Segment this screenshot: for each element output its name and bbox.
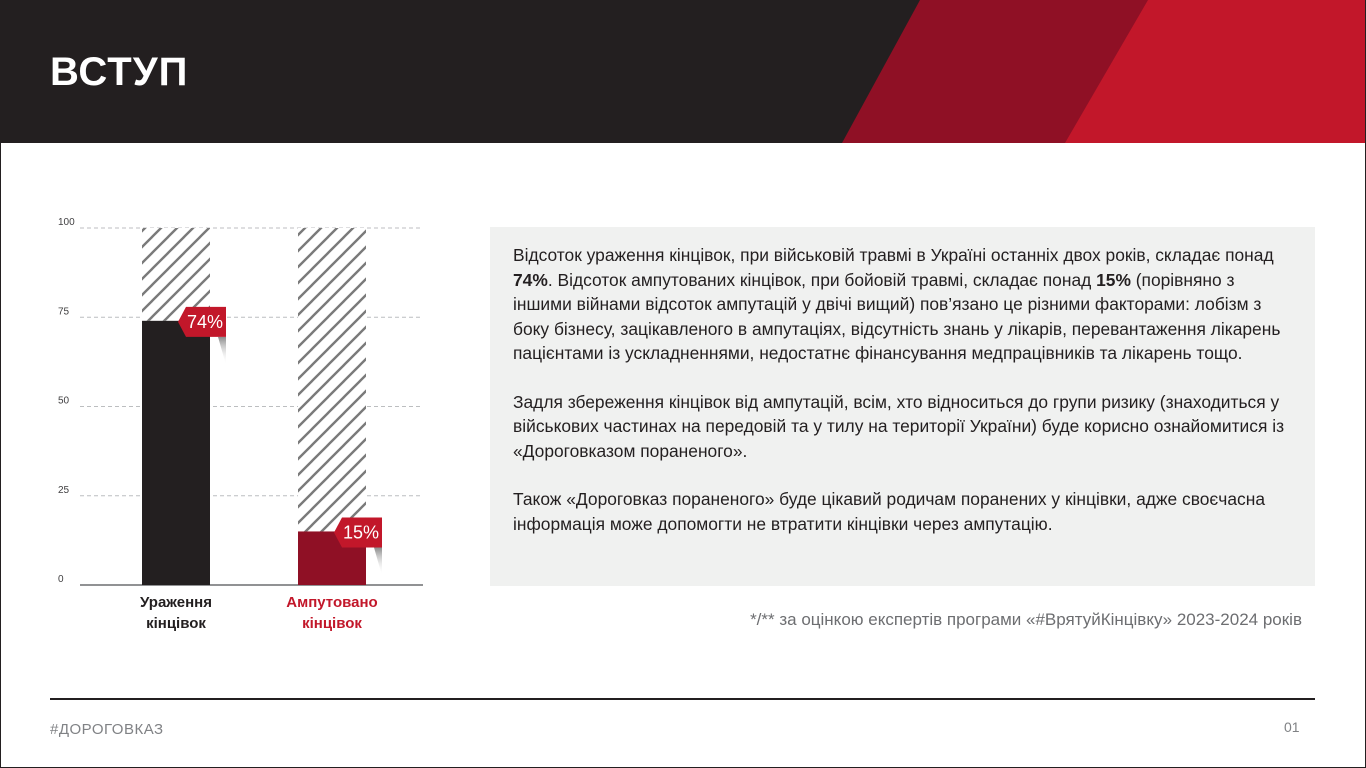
paragraph-1 [513, 243, 1293, 366]
data-label: 15% [342, 522, 380, 543]
paragraph-text: (порівняно з іншими війнами відсоток ампутацій у двічі вищий) пов’язано це різними факторами: лобізм з боку бізнесу, зацікавленого в ампутаціях, відсутність знань у лікарів, перевантаження лікарень пацієнтами із ускладненнями, недостатнє фінансування медпрацівників та лікарень тощо. [513, 269, 1281, 363]
value-tag-shadow [218, 337, 226, 365]
highlight-value: 74% [513, 269, 548, 290]
page-title: ВСТУП [50, 50, 189, 94]
paragraph-2 [513, 390, 1293, 464]
header-decorative-bands [0, 0, 1366, 143]
value-tag-shadow [374, 547, 382, 575]
y-tick-label: 50 [58, 395, 70, 407]
bar-chart [40, 205, 460, 595]
paragraph-text: Задля збереження кінцівок від ампутацій, всім, хто відноситься до групи ризику (знаходиться у військових частинах на передовій та у тилу на території України) буде корисно ознайомитися із «Дороговказом пораненого». [513, 391, 1285, 461]
y-tick-label: 75 [58, 306, 70, 318]
header-banner [0, 0, 1366, 143]
x-category-label [106, 592, 246, 634]
description-panel [490, 227, 1315, 586]
x-category-label-line: Ураження [140, 594, 212, 611]
paragraph-text: . Відсоток ампутованих кінцівок, при бойовій травмі, складає понад [547, 269, 1097, 290]
highlight-value: 15% [1096, 269, 1131, 290]
x-category-label-line: кінцівок [302, 615, 362, 632]
x-category-label [262, 592, 402, 634]
paragraph-text: Відсоток ураження кінцівок, при військовій травмі в Україні останніх двох років, складає понад [513, 245, 1274, 265]
page-number: 01 [1284, 719, 1300, 735]
footer-hashtag: #ДОРОГОВКАЗ [50, 721, 164, 738]
y-tick-label: 100 [58, 217, 75, 228]
footnote: */** за оцінкою експертів програми «#ВрятуйКінцівку» 2023-2024 років [750, 610, 1302, 629]
y-tick-label: 0 [58, 574, 64, 585]
paragraph-3 [513, 487, 1293, 536]
data-label: 74% [186, 311, 224, 332]
y-tick-label: 25 [58, 484, 70, 496]
paragraph-text: Також «Дороговказ пораненого» буде цікавий родичам поранених у кінцівки, адже своєчасна інформація може допомогти не втратити кінцівки через ампутацію. [513, 489, 1266, 534]
footer-divider [50, 698, 1315, 700]
bar-remainder-hatch [298, 228, 366, 531]
x-category-label-line: Ампутовано [286, 594, 378, 611]
bar [142, 321, 210, 585]
x-category-label-line: кінцівок [146, 615, 206, 632]
